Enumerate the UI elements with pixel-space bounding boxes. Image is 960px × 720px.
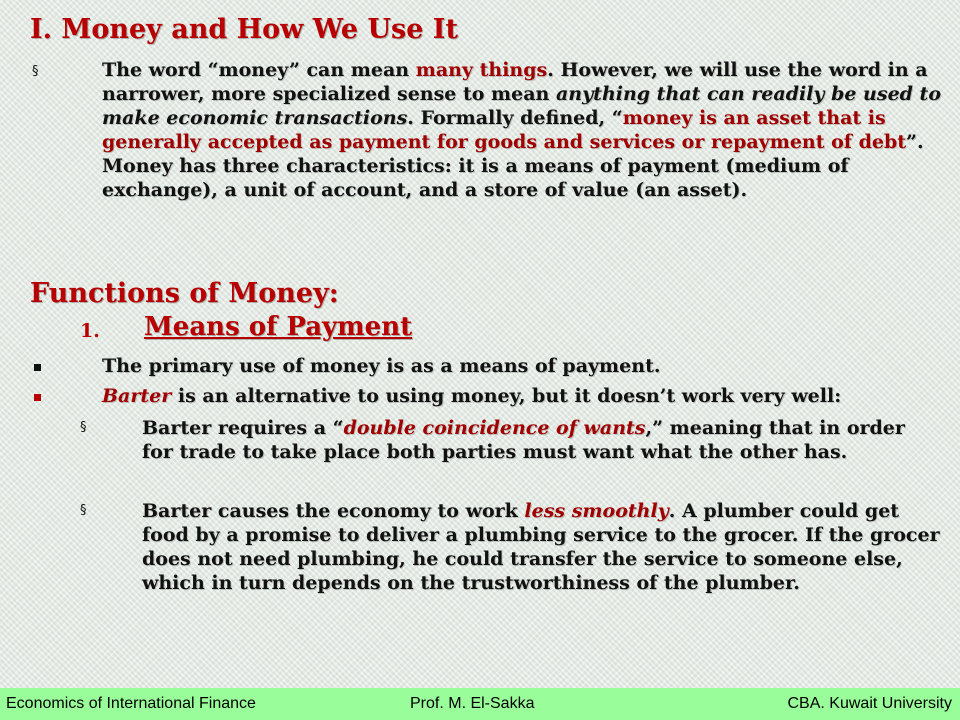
highlight-double-coincidence: double coincidence of wants xyxy=(343,417,646,439)
item-number: 1. xyxy=(80,320,100,342)
intro-italic-definition: anything that can readily be used to make economic transactions xyxy=(102,83,942,129)
bullet-icon: § xyxy=(80,503,87,518)
sub2-text-1: Barter causes the economy to work xyxy=(142,500,525,522)
sub-bullet-double-coincidence xyxy=(142,416,942,464)
sub2-text-2: . A plumber could get food by a promise to deliver a plumbing service to the grocer. If the grocer does not need plumbing, he could transfer the service to someone else, which in turn depends on the trustworthiness of the plumber. xyxy=(142,500,940,594)
sub1-text-1: Barter requires a “ xyxy=(142,417,344,439)
highlight-less-smoothly: less smoothly xyxy=(524,500,669,522)
intro-text-3: . Formally defined, “ xyxy=(407,107,623,129)
footer-institution: CBA. Kuwait University xyxy=(787,695,952,712)
sub-bullet-less-smoothly xyxy=(142,499,942,595)
bullet-barter xyxy=(102,384,841,408)
sub1-text-2: ,” meaning that in order for trade to take place both parties must want what the other has. xyxy=(142,417,905,463)
intro-text-4: ”. Money has three characteristics: it is a means of payment (medium of exchange), a unit of account, and a store of value (an asset). xyxy=(102,131,924,201)
bullet-primary-use: The primary use of money is as a means of payment. xyxy=(102,355,661,377)
square-bullet-icon xyxy=(34,394,41,401)
intro-text-2: . However, we will use the word in a narrower, more specialized sense to mean xyxy=(102,59,928,105)
bullet-icon: § xyxy=(80,420,87,435)
square-bullet-icon xyxy=(34,364,41,371)
highlight-many-things: many things xyxy=(415,59,548,81)
barter-text: is an alternative to using money, but it doesn’t work very well: xyxy=(171,385,842,407)
highlight-money-definition: money is an asset that is generally accepted as payment for goods and services or repayment of debt xyxy=(102,107,907,153)
intro-text-1: The word “money” can mean xyxy=(102,59,416,81)
means-of-payment-heading: Means of Payment xyxy=(144,312,413,342)
intro-paragraph xyxy=(102,58,942,202)
functions-heading: Functions of Money: xyxy=(30,278,339,309)
bullet-icon: § xyxy=(32,64,39,79)
footer-bar xyxy=(0,688,960,720)
footer-course: Economics of International Finance xyxy=(6,695,256,712)
footer-author: Prof. M. El-Sakka xyxy=(410,695,535,712)
slide-title: I. Money and How We Use It xyxy=(30,14,458,45)
highlight-barter: Barter xyxy=(102,385,172,407)
